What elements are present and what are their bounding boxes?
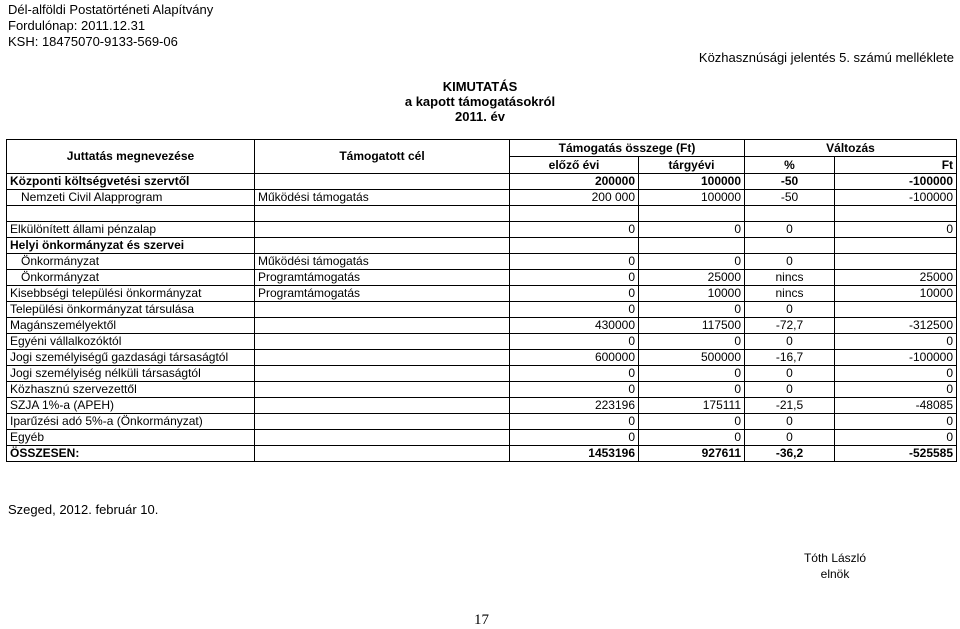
- table-row: [7, 302, 957, 318]
- page-number: 17: [474, 612, 489, 628]
- cell-goal: [255, 334, 510, 350]
- cell-ft: 0: [835, 334, 957, 350]
- cell-pct: 0: [745, 414, 835, 430]
- cell-pct: [745, 206, 835, 222]
- cell-goal: Programtámogatás: [255, 286, 510, 302]
- table-row: [7, 174, 957, 190]
- cell-pct: 0: [745, 254, 835, 270]
- cell-prev: 0: [510, 334, 639, 350]
- cell-curr: 10000: [639, 286, 745, 302]
- subheader-prev: előző évi: [510, 157, 639, 174]
- table-row: [7, 238, 957, 254]
- cell-curr: 175111: [639, 398, 745, 414]
- place-date: Szeged, 2012. február 10.: [8, 502, 159, 517]
- cell-pct: 0: [745, 334, 835, 350]
- signer-title: elnök: [820, 567, 850, 581]
- subheader-pct: %: [745, 157, 835, 174]
- cell-prev: 0: [510, 414, 639, 430]
- cell-pct: -36,2: [745, 446, 835, 462]
- cell-curr: 0: [639, 366, 745, 382]
- cell-prev: 0: [510, 270, 639, 286]
- cell-pct: -16,7: [745, 350, 835, 366]
- report-title: KIMUTATÁS: [442, 79, 518, 94]
- cell-goal: Működési támogatás: [255, 254, 510, 270]
- table-row: [7, 206, 957, 222]
- cell-pct: -21,5: [745, 398, 835, 414]
- cell-goal: [255, 398, 510, 414]
- signer-name: Tóth László: [803, 551, 867, 565]
- table-row: [7, 286, 957, 302]
- cell-ft: 0: [835, 222, 957, 238]
- organization-name: Dél-alföldi Postatörténeti Alapítvány: [8, 2, 214, 17]
- cell-goal: [255, 238, 510, 254]
- report-subtitle: a kapott támogatásokról: [404, 94, 556, 109]
- cell-curr: 100000: [639, 174, 745, 190]
- cell-pct: nincs: [745, 270, 835, 286]
- cell-goal: Működési támogatás: [255, 190, 510, 206]
- cell-prev: 0: [510, 302, 639, 318]
- cell-name: Közhasznú szervezettől: [7, 382, 255, 398]
- cell-prev: 0: [510, 222, 639, 238]
- support-table: [6, 139, 957, 462]
- cell-prev: 0: [510, 382, 639, 398]
- cell-curr: 0: [639, 334, 745, 350]
- subheader-ft: Ft: [835, 157, 957, 174]
- cell-ft: [835, 302, 957, 318]
- reporting-date: Fordulónap: 2011.12.31: [8, 18, 146, 33]
- ksh-number: KSH: 18475070-9133-569-06: [8, 34, 178, 49]
- cell-ft: -100000: [835, 350, 957, 366]
- cell-ft: [835, 254, 957, 270]
- table-row: [7, 334, 957, 350]
- cell-name: Nemzeti Civil Alapprogram: [7, 190, 255, 206]
- cell-name: Központi költségvetési szervtől: [7, 174, 255, 190]
- table-row: [7, 382, 957, 398]
- table-row: [7, 366, 957, 382]
- cell-name: SZJA 1%-a (APEH): [7, 398, 255, 414]
- table-row: [7, 318, 957, 334]
- col-header-name: Juttatás megnevezése: [7, 140, 255, 174]
- cell-curr: 0: [639, 414, 745, 430]
- cell-curr: 25000: [639, 270, 745, 286]
- cell-pct: -50: [745, 174, 835, 190]
- cell-pct: nincs: [745, 286, 835, 302]
- cell-goal: [255, 446, 510, 462]
- attachment-label: Közhasznúsági jelentés 5. számú melléklete: [698, 50, 954, 65]
- table-row: [7, 254, 957, 270]
- cell-ft: -525585: [835, 446, 957, 462]
- cell-prev: 600000: [510, 350, 639, 366]
- col-header-amount: Támogatás összege (Ft): [510, 140, 745, 157]
- col-header-change: Változás: [745, 140, 957, 157]
- cell-curr: 117500: [639, 318, 745, 334]
- cell-name: [7, 206, 255, 222]
- table-row: [7, 270, 957, 286]
- cell-ft: 0: [835, 382, 957, 398]
- cell-ft: -48085: [835, 398, 957, 414]
- cell-goal: [255, 222, 510, 238]
- cell-pct: 0: [745, 222, 835, 238]
- cell-name: Magánszemélyektől: [7, 318, 255, 334]
- table-header-row: [7, 140, 957, 157]
- cell-name: Jogi személyiség nélküli társaságtól: [7, 366, 255, 382]
- cell-pct: 0: [745, 382, 835, 398]
- subheader-curr: tárgyévi: [639, 157, 745, 174]
- table-row: [7, 190, 957, 206]
- cell-curr: [639, 238, 745, 254]
- cell-name: Jogi személyiségű gazdasági társaságtól: [7, 350, 255, 366]
- cell-curr: 0: [639, 222, 745, 238]
- cell-ft: 10000: [835, 286, 957, 302]
- table-row: [7, 350, 957, 366]
- cell-curr: 0: [639, 382, 745, 398]
- cell-goal: Programtámogatás: [255, 270, 510, 286]
- cell-ft: -312500: [835, 318, 957, 334]
- cell-ft: [835, 238, 957, 254]
- cell-goal: [255, 414, 510, 430]
- cell-prev: 200000: [510, 174, 639, 190]
- cell-goal: [255, 302, 510, 318]
- cell-pct: [745, 238, 835, 254]
- cell-curr: 500000: [639, 350, 745, 366]
- cell-pct: -50: [745, 190, 835, 206]
- cell-prev: 0: [510, 430, 639, 446]
- cell-ft: 0: [835, 366, 957, 382]
- table-row: [7, 222, 957, 238]
- cell-pct: 0: [745, 366, 835, 382]
- table-row: [7, 398, 957, 414]
- cell-curr: 100000: [639, 190, 745, 206]
- cell-name: Önkormányzat: [7, 270, 255, 286]
- cell-prev: 0: [510, 254, 639, 270]
- cell-name: Helyi önkormányzat és szervei: [7, 238, 255, 254]
- cell-prev: 0: [510, 286, 639, 302]
- cell-ft: 0: [835, 414, 957, 430]
- cell-ft: -100000: [835, 174, 957, 190]
- cell-name: Kisebbségi települési önkormányzat: [7, 286, 255, 302]
- cell-ft: 25000: [835, 270, 957, 286]
- cell-prev: 1453196: [510, 446, 639, 462]
- cell-ft: -100000: [835, 190, 957, 206]
- cell-name: Önkormányzat: [7, 254, 255, 270]
- report-year: 2011. év: [455, 109, 505, 124]
- table-row: [7, 446, 957, 462]
- cell-curr: 0: [639, 302, 745, 318]
- cell-goal: [255, 318, 510, 334]
- cell-name: Iparűzési adó 5%-a (Önkormányzat): [7, 414, 255, 430]
- cell-curr: 0: [639, 254, 745, 270]
- cell-goal: [255, 350, 510, 366]
- cell-prev: 200 000: [510, 190, 639, 206]
- table-row: [7, 430, 957, 446]
- cell-goal: [255, 206, 510, 222]
- cell-goal: [255, 366, 510, 382]
- cell-prev: 0: [510, 366, 639, 382]
- cell-curr: 0: [639, 430, 745, 446]
- table-row: [7, 414, 957, 430]
- cell-prev: [510, 238, 639, 254]
- cell-name: Egyéb: [7, 430, 255, 446]
- cell-pct: 0: [745, 430, 835, 446]
- cell-name: ÖSSZESEN:: [7, 446, 255, 462]
- cell-curr: 927611: [639, 446, 745, 462]
- cell-prev: 223196: [510, 398, 639, 414]
- cell-pct: 0: [745, 302, 835, 318]
- cell-goal: [255, 430, 510, 446]
- cell-goal: [255, 382, 510, 398]
- cell-ft: [835, 206, 957, 222]
- cell-goal: [255, 174, 510, 190]
- cell-pct: -72,7: [745, 318, 835, 334]
- cell-name: Elkülönített állami pénzalap: [7, 222, 255, 238]
- cell-curr: [639, 206, 745, 222]
- cell-ft: 0: [835, 430, 957, 446]
- cell-prev: [510, 206, 639, 222]
- cell-name: Települési önkormányzat társulása: [7, 302, 255, 318]
- cell-prev: 430000: [510, 318, 639, 334]
- col-header-goal: Támogatott cél: [255, 140, 510, 174]
- cell-name: Egyéni vállalkozóktól: [7, 334, 255, 350]
